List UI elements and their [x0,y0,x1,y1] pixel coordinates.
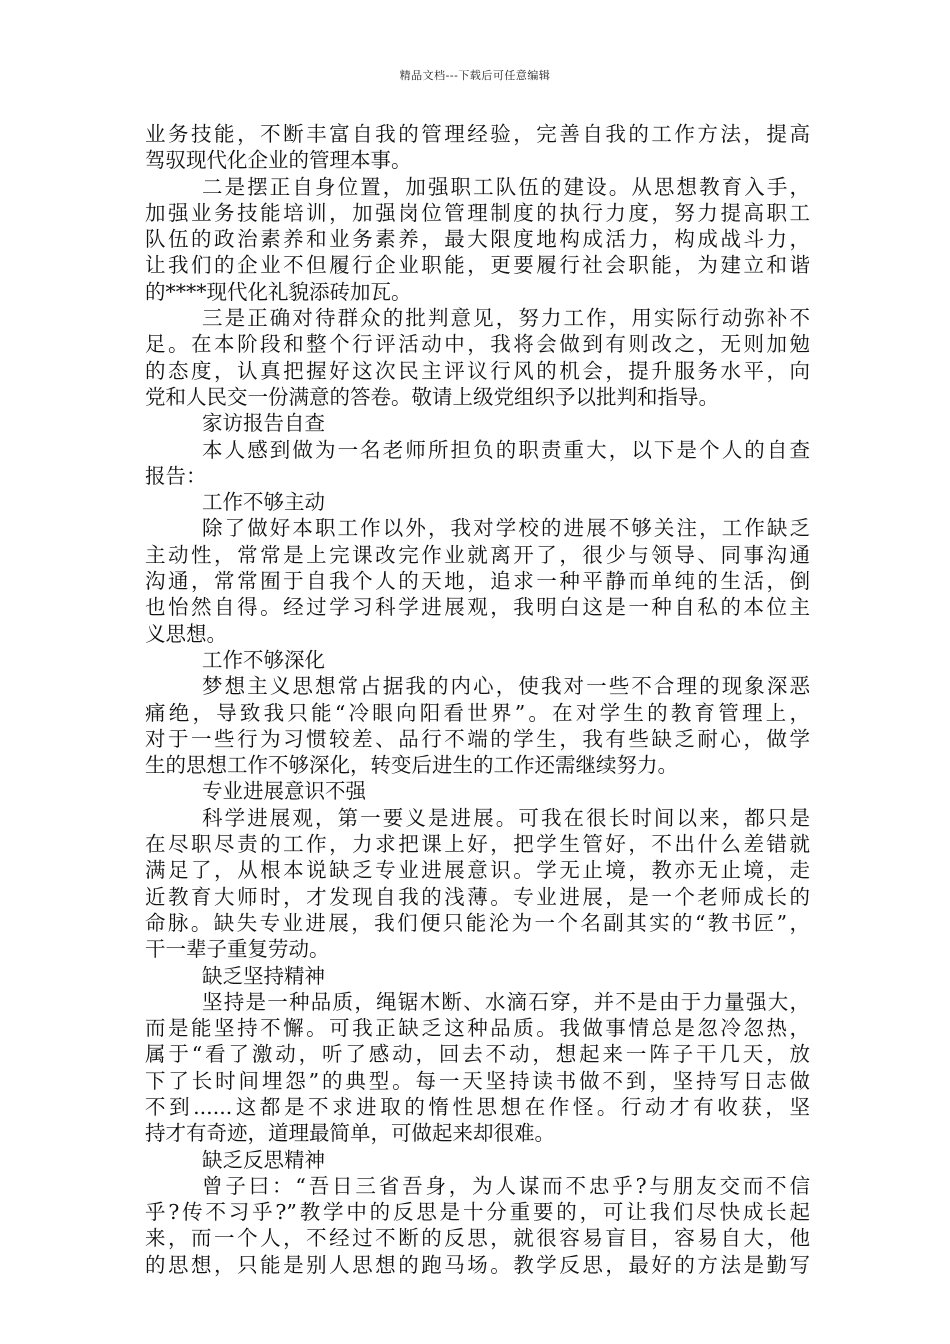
text-line: 坚持是一种品质，绳锯木断、水滴石穿，并不是由于力量强大， [202,989,810,1014]
text-line: 也怡然自得。经过学习科学进展观，我明白这是一种自私的本位主 [145,595,810,620]
text-line: 三是正确对待群众的批判意见，努力工作，用实际行动弥补不 [202,306,810,331]
text-line: 生的思想工作不够深化，转变后进生的工作还需继续努力。 [145,753,678,778]
text-line: 党和人民交一份满意的答卷。敬请上级党组织予以批判和指导。 [145,384,719,409]
text-line: 对于一些行为习惯较差、品行不端的学生，我有些缺乏耐心，做学 [145,726,810,751]
text-line: 命脉。缺失专业进展，我们便只能沦为一个名副其实的“教书匠”， [145,910,810,935]
text-line: 缺乏反思精神 [202,1147,325,1172]
text-line: 科学进展观，第一要义是进展。可我在很长时间以来，都只是 [202,805,810,830]
text-line: 属于“看了激动，听了感动，回去不动，想起来一阵子干几天，放 [145,1042,810,1067]
document-body [145,121,810,1278]
text-line: 加强业务技能培训，加强岗位管理制度的执行力度，努力提高职工 [145,200,810,225]
text-line: 而是能坚持不懈。可我正缺乏这种品质。我做事情总是忽冷忽热， [145,1016,810,1041]
text-line: 主动性，常常是上完课改完作业就离开了，很少与领导、同事沟通 [145,542,810,567]
text-line: 来，而一个人，不经过不断的反思，就很容易盲目，容易自大，他 [145,1226,810,1251]
text-line: 下了长时间埋怨”的典型。每一天坚持读书做不到，坚持写日志做 [145,1068,810,1093]
text-line: 足。在本阶段和整个行评活动中，我将会做到有则改之，无则加勉 [145,332,810,357]
text-line: 本人感到做为一名老师所担负的职责重大，以下是个人的自查 [202,437,810,462]
text-line: 缺乏坚持精神 [202,963,325,988]
text-line: 业务技能，不断丰富自我的管理经验，完善自我的工作方法，提高 [145,122,810,146]
text-line: 让我们的企业不但履行企业职能，更要履行社会职能，为建立和谐 [145,253,810,278]
text-line: 义思想。 [145,621,227,646]
text-line: 的态度，认真把握好这次民主评议行风的机会，提升服务水平，向 [145,358,810,383]
text-line: 近教育大师时，才发现自我的浅薄。专业进展，是一个老师成长的 [145,884,810,909]
text-line: 家访报告自查 [202,411,325,436]
text-line: 工作不够主动 [202,490,325,515]
text-line: 干一辈子重复劳动。 [145,937,330,962]
text-line: 队伍的政治素养和业务素养，最大限度地构成活力，构成战斗力， [145,227,810,252]
text-line: 的思想，只能是别人思想的跑马场。教学反思，最好的方法是勤写 [145,1252,810,1277]
text-line: 除了做好本职工作以外，我对学校的进展不够关注，工作缺乏 [202,516,810,541]
text-line: 的****现代化礼貌添砖加瓦。 [145,279,412,304]
text-line: 乎?传不习乎?”教学中的反思是十分重要的，可让我们尽快成长起 [145,1200,810,1225]
text-line: 沟通，常常囿于自我个人的天地，追求一种平静而单纯的生活，倒 [145,569,810,594]
text-line: 不到......这都是不求进取的惰性思想在作怪。行动才有收获，坚 [145,1094,810,1119]
text-line: 报告： [145,463,207,488]
page-header: 精品文档---下载后可任意编辑 [399,69,551,82]
text-line: 在尽职尽责的工作，力求把课上好，把学生管好，不出什么差错就 [145,832,810,857]
text-line: 专业进展意识不强 [202,779,366,804]
text-line: 梦想主义思想常占据我的内心，使我对一些不合理的现象深恶 [202,674,810,699]
text-line: 持才有奇迹，道理最简单，可做起来却很难。 [145,1121,555,1146]
text-line: 满足了，从根本说缺乏专业进展意识。学无止境，教亦无止境，走 [145,858,810,883]
text-line: 二是摆正自身位置，加强职工队伍的建设。从思想教育入手， [202,174,810,199]
text-line: 痛绝，导致我只能“冷眼向阳看世界”。在对学生的教育管理上， [145,700,810,725]
text-line: 曾子曰：“吾日三省吾身，为人谋而不忠乎?与朋友交而不信 [202,1173,810,1198]
text-line: 驾驭现代化企业的管理本事。 [145,148,412,173]
text-line: 工作不够深化 [202,647,325,672]
